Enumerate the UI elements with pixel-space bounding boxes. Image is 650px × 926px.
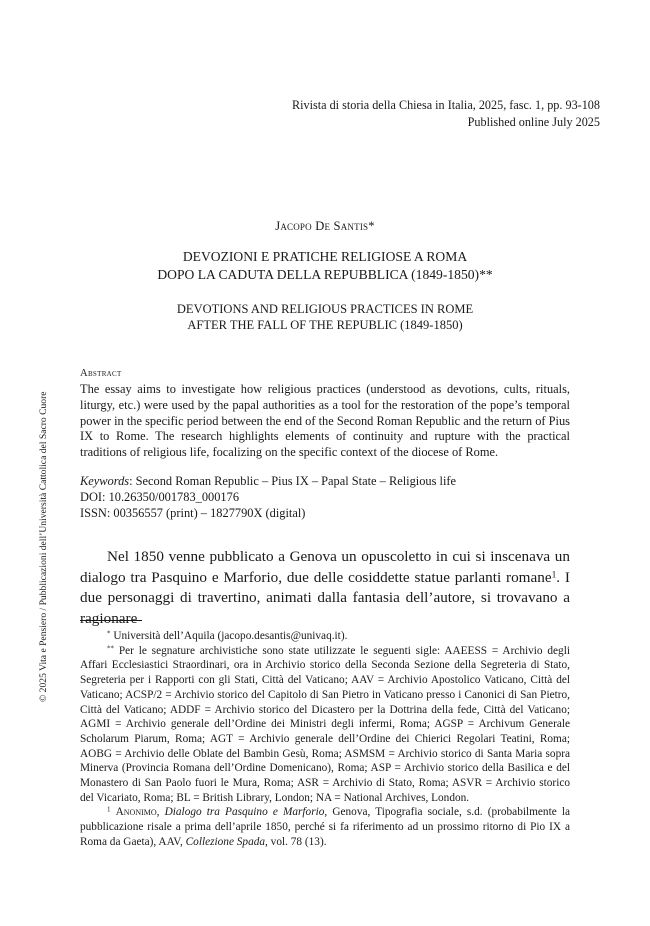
- footnote-1-end: , vol. 78 (13).: [265, 835, 327, 848]
- issn-line: ISSN: 00356557 (print) – 1827790X (digital): [80, 506, 306, 520]
- author-name: Jacopo De Santis: [275, 219, 369, 233]
- author-line: [0, 219, 650, 234]
- body-text-end: . I due personaggi di travertino, animati dalla fantasia dell’autore, si trovavano a ragionare: [80, 568, 570, 627]
- title-english-line-2: AFTER THE FALL OF THE REPUBLIC (1849-1850): [187, 318, 463, 332]
- footnote-1-author: Anonimo: [115, 806, 157, 819]
- keywords-label: Keywords: [80, 474, 130, 488]
- footnote-1-sep: ,: [156, 806, 165, 819]
- footnote-1-collection: Collezione Spada: [185, 835, 266, 848]
- journal-header: [292, 97, 600, 131]
- abstract-text: The essay aims to investigate how religious practices (understood as devotions, cults, rituals, liturgy, etc.) were used by the papal authorities as a tool for the restoration of the pope’s temporal power in the specific period between the end of the Second Roman Republic and the return of Pius IX to Rome. The research highlights elements of continuity and rupture with the practical traditions of religious life, focalizing on the specific context of the diocese of Rome.: [80, 382, 570, 460]
- footnote-1-text: , Genova, Tipografia sociale, s.d. (probabilmente la pubblicazione risale a prima dell’aprile 1850, perché si fa riferimento ad un prossimo ritorno di Pio IX a Roma da Gaeta), AAV,: [80, 806, 570, 848]
- publication-date: Published online July 2025: [467, 115, 600, 129]
- footnote-affiliation: [80, 629, 570, 644]
- footnotes: [80, 629, 570, 850]
- article-metadata: [80, 473, 580, 521]
- footnote-abbreviations: [80, 644, 570, 806]
- title-english-line-1: DEVOTIONS AND RELIGIOUS PRACTICES IN ROME: [176, 302, 474, 316]
- article-title-italian: [0, 248, 650, 284]
- author-footnote-mark: *: [368, 219, 375, 233]
- footnote-1-title: Dialogo tra Pasquino e Marforio: [164, 806, 325, 819]
- title-italian-line-2: DOPO LA CADUTA DELLA REPUBBLICA (1849-1850)**: [157, 267, 493, 282]
- footnote-double-star-mark: **: [107, 644, 114, 653]
- footnote-star-mark: *: [107, 629, 111, 638]
- abstract-heading: Abstract: [80, 368, 122, 379]
- body-paragraph: [80, 547, 570, 629]
- keywords-line: [80, 473, 580, 489]
- footnote-ref-1: 1: [551, 569, 557, 580]
- keywords-text: : Second Roman Republic – Pius IX – Papal State – Religious life: [129, 474, 457, 488]
- footnote-separator: [80, 620, 142, 621]
- title-italian-line-1: DEVOZIONI E PRATICHE RELIGIOSE A ROMA: [182, 249, 468, 264]
- footnote-1: [80, 805, 570, 849]
- footnote-affiliation-text: Università dell’Aquila (jacopo.desantis@univaq.it).: [110, 630, 348, 642]
- journal-citation: Rivista di storia della Chiesa in Italia, 2025, fasc. 1, pp. 93-108: [291, 98, 600, 112]
- body-text-start: Nel 1850 venne pubblicato a Genova un opuscoletto in cui si inscenava un dialogo tra Pasquino e Marforio, due delle cosiddette statue parlanti romane: [80, 548, 570, 586]
- doi-line: DOI: 10.26350/001783_000176: [80, 490, 240, 504]
- footnote-abbreviations-text: Per le segnature archivistiche sono state utilizzate le seguenti sigle: AAEESS = Archivio degli Affari Ecclesiastici Straordinari, ora in Archivio storico della Seconda Sezione della Segreteria di Stato, Segreteria per i Rapporti con gli Stati, Città del Vaticano; AAV = Archivio Apostolico Vaticano, Città del Vaticano; ACSP/2 = Archivio storico del Capitolo di San Pietro in Vaticano presso i Canonici di San Pietro, Città del Vaticano; ADDF = Archivio storico del Dicastero per la Dottrina della fede, Città del Vaticano; AGMI = Archivio generale dell’Ordine dei Ministri degli infermi, Roma; AGSP = Archivum Generale Scholarum Piarum, Roma; AGT = Archivio generale dell’Ordine dei Chierici Regolari Teatini, Roma; AOBG = Archivio delle Oblate del Bambin Gesù, Roma; ASMSM = Archivio storico di Santa Maria sopra Minerva (Provincia Romana dell’Ordine Domenicano), Roma; ASP = Archivio storico della Basilica e del Monastero di San Paolo fuori le Mura, Roma; ASR = Archivio di Stato, Roma; ASVR = Archivio storico del Vicariato, Roma; BL = British Library, London; NA = National Archives, London.: [80, 644, 570, 804]
- footnote-1-mark: 1: [107, 805, 111, 814]
- abstract-section: [80, 367, 570, 461]
- copyright-sidebar: © 2025 Vita e Pensiero / Pubblicazioni dell’Università Cattolica del Sacro Cuore: [38, 391, 49, 702]
- article-title-english: [0, 301, 650, 333]
